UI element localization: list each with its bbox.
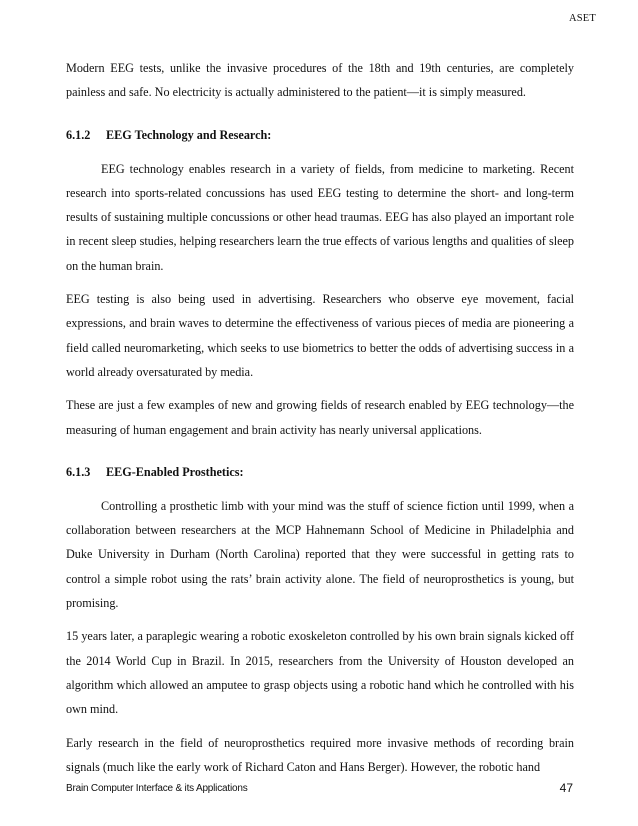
paragraph: 15 years later, a paraplegic wearing a robotic exoskeleton controlled by his own brain signals kicked off the 2014 World Cup in Brazil. In 2015, researchers from the University of Houston developed an algorithm which allowed an amputee to grasp objects using a robotic hand which he controlled with his own mind.	[66, 629, 574, 717]
header-tag: ASET	[568, 13, 596, 24]
paragraph: EEG testing is also being used in advertising. Researchers who observe eye movement, facial expressions, and brain waves to determine the effectiveness of various pieces of media are pioneering a field called neuromarketing, which seeks to use biometrics to better the odds of advertising success in a world already oversaturated by media.	[66, 292, 574, 379]
section-number: 6.1.3	[66, 464, 91, 479]
page-footer	[66, 783, 574, 795]
page-number: 47	[559, 781, 573, 795]
intro-paragraph: Modern EEG tests, unlike the invasive procedures of the 18th and 19th centuries, are completely painless and safe. No electricity is actually administered to the patient—it is simply measured.	[66, 61, 574, 100]
section-heading-6-1-3	[66, 460, 574, 484]
paragraph: Controlling a prosthetic limb with your mind was the stuff of science fiction until 1999, when a collaboration between researchers at the MCP Hahnemann School of Medicine in Philadelphia and Duke University in Durham (North Carolina) reported that they were successful in getting rats to control a simple robot using the rats’ brain activity alone. The field of neuroprosthetics is young, but promising.	[66, 498, 574, 611]
section-heading-6-1-2	[66, 123, 574, 147]
footer-title: Brain Computer Interface & its Applications	[66, 783, 248, 794]
paragraph: EEG technology enables research in a variety of fields, from medicine to marketing. Recent research into sports-related concussions has used EEG testing to determine the short- and long-term results of sustaining multiple concussions or other head traumas. EEG has also played an important role in recent sleep studies, helping researchers learn the true effects of various lengths and qualities of sleep on the human brain.	[66, 161, 574, 273]
page-content	[66, 56, 574, 788]
section-number: 6.1.2	[66, 127, 91, 142]
section-title: EEG-Enabled Prosthetics:	[106, 464, 244, 479]
section-title: EEG Technology and Research:	[106, 127, 272, 142]
paragraph: Early research in the field of neuroprosthetics required more invasive methods of recording brain signals (much like the early work of Richard Caton and Hans Berger). However, the robotic hand	[66, 735, 574, 774]
paragraph: These are just a few examples of new and growing fields of research enabled by EEG technology—the measuring of human engagement and brain activity has nearly universal applications.	[66, 398, 574, 437]
